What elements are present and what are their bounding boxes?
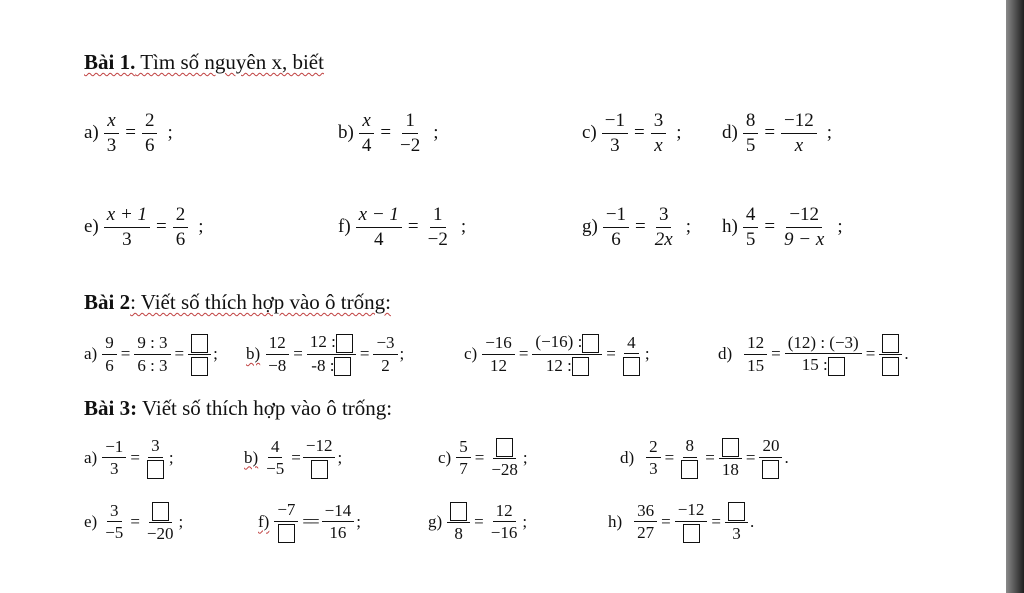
fraction bbox=[456, 437, 471, 479]
denominator: −8 bbox=[268, 355, 287, 375]
equals-sign: = bbox=[764, 216, 776, 238]
bai2-title-bold: Bài 2 bbox=[84, 290, 131, 314]
denominator bbox=[308, 355, 354, 377]
denominator bbox=[759, 458, 782, 480]
numerator: (12) : (−3) bbox=[785, 333, 862, 355]
numerator: −12 bbox=[675, 500, 708, 522]
numerator: x − 1 bbox=[356, 204, 402, 228]
item-label: e) bbox=[84, 511, 98, 531]
item-label: a) bbox=[84, 122, 99, 144]
denominator bbox=[680, 522, 703, 544]
item-label: b) bbox=[244, 447, 259, 467]
item-label: b) bbox=[338, 122, 354, 144]
denominator bbox=[308, 458, 331, 480]
numerator: 12 bbox=[266, 333, 289, 355]
fraction bbox=[652, 204, 676, 251]
separator: ; bbox=[399, 344, 405, 364]
item-label: e) bbox=[84, 216, 99, 238]
fraction bbox=[322, 501, 355, 543]
denominator: −5 bbox=[266, 459, 285, 479]
answer-box[interactable] bbox=[334, 357, 351, 376]
fraction bbox=[447, 500, 470, 543]
item-label: c) bbox=[464, 344, 478, 364]
denominator-text: 15 : bbox=[801, 355, 828, 375]
numerator bbox=[879, 332, 902, 355]
separator: ; bbox=[433, 122, 439, 144]
denominator: 4 bbox=[374, 228, 384, 250]
separator: ; bbox=[356, 511, 361, 531]
separator: . bbox=[749, 511, 755, 531]
fraction bbox=[725, 500, 748, 543]
separator: ; bbox=[837, 216, 843, 238]
item-label: h) bbox=[608, 511, 623, 531]
equals-sign: = bbox=[291, 447, 299, 467]
equals-sign: = bbox=[380, 122, 392, 144]
numerator: 2 bbox=[142, 110, 158, 134]
denominator-text: -8 : bbox=[311, 355, 335, 375]
numerator bbox=[493, 436, 516, 459]
bai3-item-b bbox=[244, 436, 342, 479]
bai3-item-a bbox=[84, 436, 174, 479]
answer-box[interactable] bbox=[683, 524, 700, 543]
fraction bbox=[134, 333, 170, 375]
numerator bbox=[532, 332, 602, 355]
fraction bbox=[425, 204, 451, 251]
item-label: b) bbox=[246, 344, 261, 364]
answer-box[interactable] bbox=[147, 460, 164, 479]
bai2-item-d bbox=[718, 332, 909, 376]
answer-box[interactable] bbox=[572, 357, 589, 376]
denominator: 18 bbox=[721, 459, 739, 479]
denominator: 5 bbox=[745, 134, 756, 156]
fraction bbox=[356, 204, 402, 251]
numerator: −14 bbox=[322, 501, 355, 523]
numerator: 12 bbox=[744, 333, 767, 355]
bai3-item-f bbox=[258, 500, 361, 543]
fraction bbox=[785, 333, 862, 376]
equals-sign: = bbox=[474, 511, 484, 531]
equals-sign: = bbox=[130, 447, 140, 467]
item-label: h) bbox=[722, 216, 738, 238]
numerator: −12 bbox=[303, 436, 336, 458]
fraction bbox=[144, 436, 167, 479]
equals-sign: = bbox=[120, 344, 131, 364]
bai1-item-d bbox=[722, 110, 832, 157]
bai2-heading bbox=[84, 290, 391, 315]
fraction bbox=[102, 437, 126, 479]
bai3-title-bold: Bài 3: bbox=[84, 396, 138, 420]
numerator-text: 12 : bbox=[309, 332, 336, 351]
denominator: 9 − x bbox=[784, 228, 825, 250]
fraction bbox=[307, 332, 356, 376]
numerator bbox=[719, 436, 742, 459]
denominator: −2 bbox=[427, 228, 448, 250]
equals-sign: = bbox=[518, 344, 529, 364]
item-label: d) bbox=[722, 122, 738, 144]
fraction bbox=[743, 204, 759, 251]
fraction bbox=[104, 110, 120, 157]
numerator bbox=[447, 500, 470, 523]
equals-sign: = bbox=[156, 216, 167, 238]
numerator: −1 bbox=[102, 437, 126, 459]
answer-box[interactable] bbox=[450, 502, 467, 521]
page-edge-shadow bbox=[1006, 0, 1024, 593]
answer-box[interactable] bbox=[311, 460, 328, 479]
numerator: x + 1 bbox=[104, 204, 150, 228]
fraction bbox=[265, 333, 289, 375]
bai1-heading bbox=[84, 50, 324, 75]
denominator: 27 bbox=[637, 523, 655, 543]
denominator: 3 bbox=[610, 134, 620, 156]
fraction bbox=[532, 332, 602, 376]
separator: ; bbox=[460, 216, 467, 238]
fraction bbox=[144, 500, 177, 543]
bai3-title-text: Viết số thích hợp vào ô trống: bbox=[137, 396, 393, 420]
bai1-item-a bbox=[84, 110, 173, 157]
numerator: 2 bbox=[173, 204, 189, 228]
separator: ; bbox=[167, 122, 173, 144]
fraction bbox=[102, 333, 117, 375]
equals-sign: = bbox=[474, 447, 485, 467]
numerator: −16 bbox=[482, 333, 515, 355]
answer-box[interactable] bbox=[191, 357, 208, 376]
answer-box[interactable] bbox=[762, 460, 779, 479]
numerator: 3 bbox=[651, 110, 667, 134]
denominator: 6 bbox=[175, 228, 186, 250]
fraction bbox=[634, 501, 657, 543]
fraction bbox=[488, 436, 521, 479]
numerator: x bbox=[104, 110, 118, 134]
numerator: 3 bbox=[148, 436, 163, 458]
equals-sign: == bbox=[302, 511, 318, 531]
denominator bbox=[543, 355, 592, 377]
equals-sign: = bbox=[661, 511, 671, 531]
item-label: c) bbox=[438, 447, 452, 467]
numerator: −1 bbox=[602, 110, 628, 134]
fraction bbox=[142, 110, 158, 157]
answer-box[interactable] bbox=[722, 438, 739, 457]
fraction bbox=[263, 437, 287, 479]
equals-sign: = bbox=[407, 216, 419, 238]
denominator: −20 bbox=[146, 523, 174, 543]
fraction bbox=[651, 110, 667, 157]
fraction bbox=[602, 110, 628, 157]
denominator: 2 bbox=[381, 355, 390, 375]
fraction bbox=[102, 501, 126, 543]
fraction bbox=[678, 436, 701, 479]
denominator: 5 bbox=[745, 228, 756, 250]
denominator: −16 bbox=[490, 523, 518, 543]
denominator: 6 : 3 bbox=[137, 355, 168, 375]
answer-box[interactable] bbox=[496, 438, 513, 457]
denominator: 3 bbox=[106, 134, 117, 156]
denominator: 3 bbox=[732, 523, 741, 543]
fraction bbox=[879, 332, 902, 376]
fraction bbox=[303, 436, 336, 479]
separator: ; bbox=[168, 447, 174, 467]
denominator bbox=[879, 355, 902, 377]
bai1-item-b bbox=[338, 110, 439, 157]
bai3-item-e bbox=[84, 500, 183, 543]
separator: ; bbox=[213, 344, 218, 364]
separator: ; bbox=[337, 447, 343, 467]
numerator: 9 bbox=[102, 333, 117, 355]
numerator: −3 bbox=[373, 333, 397, 355]
answer-box[interactable] bbox=[882, 334, 899, 353]
separator: . bbox=[784, 447, 789, 467]
denominator: −5 bbox=[105, 523, 124, 543]
item-label: g) bbox=[428, 511, 443, 531]
denominator: 3 bbox=[122, 228, 132, 250]
fraction bbox=[620, 333, 643, 376]
equals-sign: = bbox=[764, 122, 776, 144]
bai2-item-a bbox=[84, 332, 218, 376]
numerator: 8 bbox=[743, 110, 759, 134]
numerator bbox=[188, 332, 211, 355]
equals-sign: = bbox=[664, 447, 675, 467]
fraction bbox=[104, 204, 150, 251]
numerator: 36 bbox=[634, 501, 657, 523]
fraction bbox=[719, 436, 742, 479]
denominator: 6 bbox=[144, 134, 155, 156]
denominator: −2 bbox=[400, 134, 421, 156]
denominator bbox=[799, 354, 848, 376]
denominator: 7 bbox=[459, 459, 468, 479]
numerator: 4 bbox=[268, 437, 283, 459]
denominator-text: 12 : bbox=[545, 355, 572, 375]
bai1-item-c bbox=[582, 110, 681, 157]
item-label: a) bbox=[84, 447, 98, 467]
numerator: 3 bbox=[107, 501, 122, 523]
answer-box[interactable] bbox=[278, 524, 295, 543]
item-label: d) bbox=[620, 447, 635, 467]
numerator: 5 bbox=[456, 437, 471, 459]
numerator: −7 bbox=[274, 500, 298, 522]
numerator bbox=[725, 500, 748, 523]
separator: ; bbox=[178, 511, 184, 531]
equals-sign: = bbox=[705, 447, 715, 467]
numerator: −1 bbox=[603, 204, 629, 228]
equals-sign: = bbox=[745, 447, 756, 467]
numerator: 8 bbox=[683, 436, 698, 458]
equals-sign: = bbox=[293, 344, 303, 364]
bai3-item-h bbox=[608, 500, 754, 543]
equals-sign: = bbox=[130, 511, 140, 531]
numerator bbox=[149, 500, 172, 523]
separator: ; bbox=[685, 216, 691, 238]
bai3-item-c bbox=[438, 436, 528, 479]
answer-box[interactable] bbox=[152, 502, 169, 521]
bai1-title-bold: Bài 1. bbox=[84, 50, 136, 74]
equals-sign: = bbox=[635, 216, 646, 238]
item-label: f) bbox=[338, 216, 351, 238]
item-label: f) bbox=[258, 511, 270, 531]
separator: ; bbox=[644, 344, 650, 364]
denominator: 2x bbox=[654, 228, 673, 250]
item-label: g) bbox=[582, 216, 598, 238]
denominator: 3 bbox=[649, 459, 658, 479]
answer-box[interactable] bbox=[623, 357, 640, 376]
answer-box[interactable] bbox=[728, 502, 745, 521]
fraction bbox=[373, 333, 397, 375]
fraction bbox=[646, 437, 661, 479]
answer-box[interactable] bbox=[336, 334, 353, 353]
numerator: 12 bbox=[493, 501, 516, 523]
fraction bbox=[359, 110, 375, 157]
fraction bbox=[274, 500, 298, 543]
bai3-item-d bbox=[620, 436, 789, 479]
equals-sign: = bbox=[125, 122, 136, 144]
answer-box[interactable] bbox=[681, 460, 698, 479]
denominator: 16 bbox=[329, 523, 347, 543]
equals-sign: = bbox=[865, 344, 876, 364]
denominator: 8 bbox=[454, 523, 463, 543]
bai3-heading bbox=[84, 396, 392, 421]
separator: ; bbox=[198, 216, 204, 238]
equals-sign: = bbox=[606, 344, 616, 364]
fraction bbox=[603, 204, 629, 251]
denominator: 12 bbox=[490, 355, 508, 375]
bai1-item-f bbox=[338, 204, 466, 251]
fraction bbox=[744, 333, 767, 375]
numerator bbox=[307, 332, 356, 355]
denominator bbox=[275, 522, 298, 544]
denominator bbox=[188, 355, 211, 377]
numerator: 20 bbox=[759, 436, 782, 458]
denominator: −28 bbox=[491, 459, 518, 479]
denominator bbox=[620, 354, 643, 376]
bai1-title-text: Tìm số nguyên x, biết bbox=[135, 50, 324, 74]
equals-sign: = bbox=[711, 511, 721, 531]
fraction bbox=[173, 204, 189, 251]
fraction bbox=[488, 501, 521, 543]
fraction bbox=[675, 500, 708, 543]
item-label: c) bbox=[582, 122, 597, 144]
fraction bbox=[743, 110, 759, 157]
fraction bbox=[759, 436, 782, 479]
equals-sign: = bbox=[633, 122, 645, 144]
denominator bbox=[144, 458, 167, 480]
numerator: 4 bbox=[624, 333, 639, 355]
bai1-item-h bbox=[722, 204, 843, 251]
equals-sign: = bbox=[174, 344, 185, 364]
denominator: x bbox=[654, 134, 663, 156]
separator: ; bbox=[522, 447, 528, 467]
fraction bbox=[482, 333, 515, 375]
numerator: 1 bbox=[430, 204, 446, 228]
numerator: 3 bbox=[656, 204, 672, 228]
bai2-item-b bbox=[246, 332, 404, 376]
denominator: 15 bbox=[747, 355, 765, 375]
denominator: 3 bbox=[110, 459, 119, 479]
answer-box[interactable] bbox=[191, 334, 208, 353]
bai2-title-text: : Viết số thích hợp vào ô trống: bbox=[130, 290, 391, 314]
answer-box[interactable] bbox=[582, 334, 599, 353]
fraction bbox=[188, 332, 211, 376]
item-label: d) bbox=[718, 344, 733, 364]
denominator: 6 bbox=[611, 228, 621, 250]
numerator: 9 : 3 bbox=[134, 333, 170, 355]
denominator bbox=[678, 458, 701, 480]
fraction bbox=[781, 204, 827, 251]
equals-sign: = bbox=[771, 344, 781, 364]
bai1-item-g bbox=[582, 204, 691, 251]
bai2-item-c bbox=[464, 332, 650, 376]
numerator: −12 bbox=[781, 110, 817, 134]
numerator: x bbox=[359, 110, 373, 134]
fraction bbox=[397, 110, 423, 157]
bai1-item-e bbox=[84, 204, 204, 251]
fraction bbox=[781, 110, 817, 157]
answer-box[interactable] bbox=[882, 357, 899, 376]
item-label: a) bbox=[84, 344, 98, 364]
answer-box[interactable] bbox=[828, 357, 845, 376]
separator: ; bbox=[522, 511, 528, 531]
separator: . bbox=[904, 344, 909, 364]
equals-sign: = bbox=[359, 344, 370, 364]
numerator: 4 bbox=[743, 204, 759, 228]
numerator: −12 bbox=[786, 204, 822, 228]
bai3-item-g bbox=[428, 500, 527, 543]
numerator: 2 bbox=[646, 437, 661, 459]
separator: ; bbox=[676, 122, 682, 144]
numerator: 1 bbox=[402, 110, 418, 134]
denominator: 6 bbox=[105, 355, 114, 375]
denominator: 4 bbox=[361, 134, 372, 156]
separator: ; bbox=[826, 122, 833, 144]
denominator: x bbox=[794, 134, 804, 156]
numerator-text: (−16) : bbox=[535, 332, 583, 351]
